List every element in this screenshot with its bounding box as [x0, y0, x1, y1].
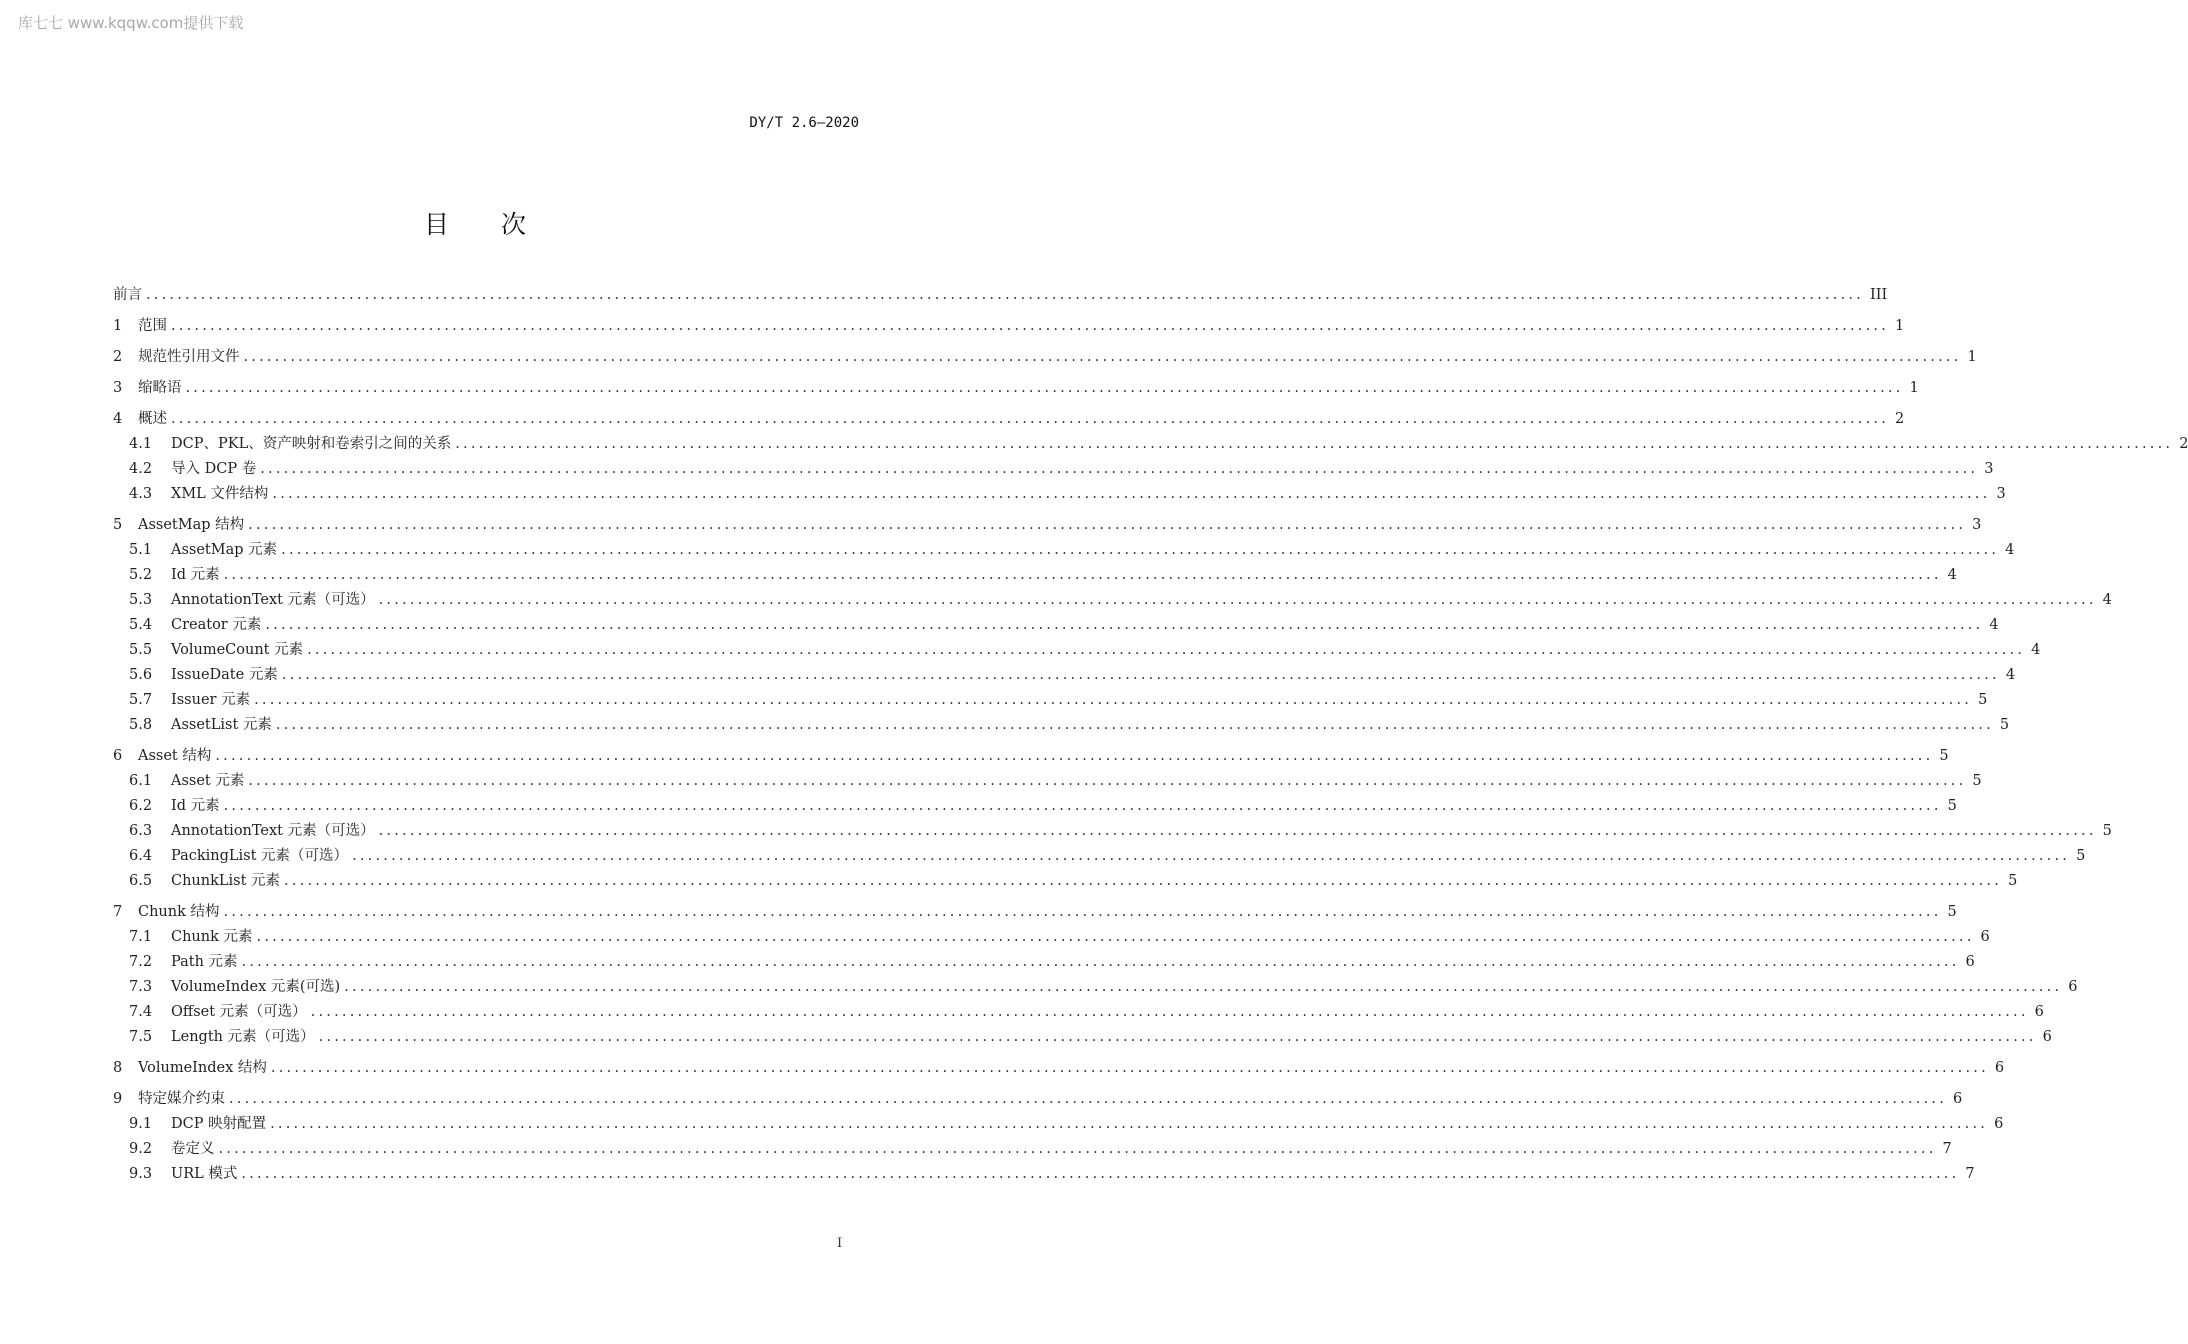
toc-entry-label: AssetMap 元素	[171, 542, 278, 558]
table-of-contents	[113, 283, 2188, 1187]
toc-entry-number: 5.1	[129, 542, 153, 558]
toc-entry-number: 4.1	[129, 436, 153, 452]
toc-entry-page: 4	[2005, 667, 2016, 683]
toc-entry[interactable]	[113, 283, 1888, 308]
toc-entry-number: 5.7	[129, 692, 153, 708]
toc-entry-number: 4.2	[129, 461, 153, 477]
toc-entry-label: Asset 结构	[138, 748, 212, 764]
toc-dot-leader: ............................................................................................................................................................................................................................	[243, 349, 1962, 365]
toc-entry-number: 7.5	[129, 1029, 153, 1045]
toc-dot-leader: ............................................................................................................................................................................................................................	[272, 486, 1991, 502]
page-number: I	[837, 1236, 843, 1251]
toc-entry-page: 7	[1965, 1166, 1975, 1182]
toc-entry[interactable]	[113, 1000, 2044, 1025]
toc-entry-label: URL 模式	[171, 1166, 238, 1182]
toc-entry[interactable]	[113, 1112, 2004, 1137]
toc-entry-number: 5	[113, 517, 123, 533]
toc-entry-number: 6	[113, 748, 123, 764]
toc-entry-number: 5.6	[129, 667, 153, 683]
toc-entry-page: 6	[2034, 1004, 2044, 1020]
toc-entry-page: 6	[1980, 929, 1990, 945]
toc-entry-number: 9.2	[129, 1141, 153, 1157]
toc-entry-page: 5	[2008, 873, 2018, 889]
toc-entry-number: 4.3	[129, 486, 153, 502]
toc-entry-page: 5	[1999, 717, 2010, 733]
toc-entry-number: 3	[113, 380, 123, 396]
toc-entry-page: 6	[1953, 1091, 1963, 1107]
toc-dot-leader: ............................................................................................................................................................................................................................	[171, 411, 1890, 427]
toc-entry-label: 特定媒介约束	[138, 1091, 225, 1107]
toc-dot-leader: ............................................................................................................................................................................................................................	[307, 642, 2026, 658]
toc-entry[interactable]	[113, 588, 2112, 613]
toc-entry-number: 7.1	[129, 929, 153, 945]
toc-dot-leader: ............................................................................................................................................................................................................................	[378, 592, 2097, 608]
toc-entry-number: 8	[113, 1060, 123, 1076]
toc-entry-number: 7	[113, 904, 123, 920]
toc-dot-leader: ............................................................................................................................................................................................................................	[378, 823, 2097, 839]
toc-entry-number: 9.3	[129, 1166, 153, 1182]
toc-entry-label: 规范性引用文件	[138, 349, 240, 365]
toc-entry-page: 5	[1972, 773, 1982, 789]
toc-entry-label: VolumeIndex 结构	[138, 1060, 267, 1076]
toc-entry[interactable]	[113, 794, 1957, 819]
toc-entry-number: 5.2	[129, 567, 153, 583]
toc-dot-leader: ............................................................................................................................................................................................................................	[146, 287, 1865, 303]
toc-entry-label: PackingList 元素（可选）	[171, 848, 349, 864]
toc-entry[interactable]	[113, 844, 2086, 869]
toc-entry-number: 4	[113, 411, 123, 427]
toc-entry[interactable]	[113, 713, 2010, 738]
toc-entry-number: 6.3	[129, 823, 153, 839]
toc-entry-label: Chunk 元素	[171, 929, 253, 945]
toc-entry-number: 7.4	[129, 1004, 153, 1020]
toc-entry-page: 6	[1994, 1060, 2005, 1076]
toc-entry-label: AssetMap 结构	[138, 517, 245, 533]
toc-entry-label: 卷定义	[171, 1141, 215, 1157]
toc-dot-leader: ............................................................................................................................................................................................................................	[270, 1116, 1989, 1132]
toc-entry-label: DCP 映射配置	[171, 1116, 267, 1132]
toc-entry-label: Length 元素（可选）	[171, 1029, 315, 1045]
toc-entry[interactable]	[113, 345, 1977, 370]
toc-entry-page: 3	[1996, 486, 2006, 502]
toc-dot-leader: ............................................................................................................................................................................................................................	[241, 1166, 1960, 1182]
toc-entry[interactable]	[113, 744, 1949, 769]
toc-entry-page: 4	[1947, 567, 1957, 583]
toc-entry-label: DCP、PKL、资产映射和卷索引之间的关系	[171, 436, 452, 452]
toc-entry-number: 6.1	[129, 773, 153, 789]
toc-entry[interactable]	[113, 314, 1905, 339]
toc-entry[interactable]	[113, 688, 1988, 713]
toc-entry-label: VolumeCount 元素	[171, 642, 304, 658]
toc-entry[interactable]	[113, 950, 1975, 975]
toc-entry-number: 5.3	[129, 592, 153, 608]
toc-dot-leader: ............................................................................................................................................................................................................................	[352, 848, 2071, 864]
toc-entry-label: AnnotationText 元素（可选）	[171, 823, 375, 839]
toc-entry-number: 5.5	[129, 642, 153, 658]
toc-entry[interactable]	[113, 563, 1957, 588]
toc-entry-page: 5	[1947, 904, 1957, 920]
toc-entry-label: AssetList 元素	[171, 717, 272, 733]
toc-entry[interactable]	[113, 925, 1990, 950]
toc-dot-leader: ............................................................................................................................................................................................................................	[229, 1091, 1948, 1107]
toc-entry[interactable]	[113, 1056, 2005, 1081]
toc-entry-page: 1	[1895, 318, 1905, 334]
toc-dot-leader: ............................................................................................................................................................................................................................	[455, 436, 2174, 452]
toc-entry-label: Asset 元素	[171, 773, 245, 789]
toc-entry-label: 导入 DCP 卷	[171, 461, 257, 477]
toc-entry-label: Offset 元素（可选）	[171, 1004, 307, 1020]
toc-dot-leader: ............................................................................................................................................................................................................................	[223, 567, 1942, 583]
toc-entry-page: 6	[2042, 1029, 2052, 1045]
toc-entry[interactable]	[113, 819, 2112, 844]
toc-entry[interactable]	[113, 457, 1994, 482]
toc-dot-leader: ............................................................................................................................................................................................................................	[260, 461, 1979, 477]
toc-entry-label: Chunk 结构	[138, 904, 220, 920]
toc-entry-page: 1	[1967, 349, 1977, 365]
toc-dot-leader: ............................................................................................................................................................................................................................	[310, 1004, 2029, 1020]
toc-dot-leader: ............................................................................................................................................................................................................................	[215, 748, 1934, 764]
toc-entry-page: 5	[2102, 823, 2112, 839]
toc-entry-page: 6	[2068, 979, 2078, 995]
toc-entry-number: 6.2	[129, 798, 153, 814]
toc-dot-leader: ............................................................................................................................................................................................................................	[241, 954, 1960, 970]
standard-number: DY/T 2.6—2020	[749, 115, 859, 131]
toc-dot-leader: ............................................................................................................................................................................................................................	[281, 542, 2000, 558]
toc-dot-leader: ............................................................................................................................................................................................................................	[171, 318, 1890, 334]
toc-entry-page: 2	[2179, 436, 2188, 452]
toc-dot-leader: ............................................................................................................................................................................................................................	[281, 667, 2000, 683]
toc-dot-leader: ............................................................................................................................................................................................................................	[284, 873, 2003, 889]
toc-entry-page: 5	[1939, 748, 1949, 764]
toc-entry-page: 4	[1989, 617, 1999, 633]
toc-entry[interactable]	[113, 513, 1982, 538]
toc-entry-page: 4	[2005, 542, 2015, 558]
toc-dot-leader: ............................................................................................................................................................................................................................	[344, 979, 2063, 995]
toc-entry-number: 6.5	[129, 873, 153, 889]
toc-entry[interactable]	[113, 869, 2018, 894]
toc-entry-label: Id 元素	[171, 798, 220, 814]
toc-entry-label: Issuer 元素	[171, 692, 251, 708]
toc-dot-leader: ............................................................................................................................................................................................................................	[254, 692, 1973, 708]
toc-entry[interactable]	[113, 1162, 1975, 1187]
toc-entry[interactable]	[113, 482, 2006, 507]
toc-entry-label: Path 元素	[171, 954, 238, 970]
toc-entry[interactable]	[113, 376, 1919, 401]
toc-entry-label: AnnotationText 元素（可选）	[171, 592, 375, 608]
toc-entry[interactable]	[113, 613, 1999, 638]
toc-entry-label: 概述	[138, 411, 167, 427]
toc-entry-page: III	[1870, 287, 1888, 303]
toc-entry[interactable]	[113, 538, 2015, 563]
toc-entry-page: 5	[2076, 848, 2086, 864]
toc-entry[interactable]	[113, 900, 1957, 925]
toc-entry-page: 1	[1909, 380, 1919, 396]
toc-entry-page: 6	[1994, 1116, 2004, 1132]
toc-entry-page: 2	[1895, 411, 1905, 427]
watermark-text: 库七七 www.kqqw.com提供下载	[18, 14, 244, 32]
toc-entry[interactable]	[113, 663, 2016, 688]
toc-dot-leader: ............................................................................................................................................................................................................................	[265, 617, 1984, 633]
toc-entry-number: 6.4	[129, 848, 153, 864]
toc-entry-label: 前言	[113, 287, 142, 303]
toc-entry-number: 1	[113, 318, 123, 334]
toc-dot-leader: ............................................................................................................................................................................................................................	[275, 717, 1994, 733]
toc-entry[interactable]	[113, 1137, 1952, 1162]
toc-entry-number: 9.1	[129, 1116, 153, 1132]
toc-entry-number: 5.8	[129, 717, 153, 733]
toc-entry[interactable]	[113, 975, 2078, 1000]
toc-dot-leader: ............................................................................................................................................................................................................................	[256, 929, 1975, 945]
page-title: 目 次	[424, 210, 548, 239]
toc-entry-page: 5	[1947, 798, 1957, 814]
toc-dot-leader: ............................................................................................................................................................................................................................	[218, 1141, 1937, 1157]
toc-entry-page: 5	[1978, 692, 1988, 708]
toc-entry-number: 2	[113, 349, 123, 365]
toc-entry[interactable]	[113, 769, 1982, 794]
toc-dot-leader: ............................................................................................................................................................................................................................	[248, 773, 1967, 789]
toc-entry-page: 4	[2031, 642, 2041, 658]
toc-entry-page: 6	[1965, 954, 1975, 970]
toc-entry-label: Creator 元素	[171, 617, 262, 633]
toc-entry-label: Id 元素	[171, 567, 220, 583]
toc-entry-page: 7	[1942, 1141, 1952, 1157]
toc-entry-label: ChunkList 元素	[171, 873, 281, 889]
toc-entry[interactable]	[113, 638, 2041, 663]
toc-entry-number: 5.4	[129, 617, 153, 633]
toc-entry[interactable]	[113, 407, 1905, 432]
toc-entry-number: 7.2	[129, 954, 153, 970]
toc-dot-leader: ............................................................................................................................................................................................................................	[223, 904, 1942, 920]
toc-entry-number: 9	[113, 1091, 123, 1107]
toc-entry-label: IssueDate 元素	[171, 667, 278, 683]
toc-entry[interactable]	[113, 1025, 2052, 1050]
toc-dot-leader: ............................................................................................................................................................................................................................	[248, 517, 1967, 533]
toc-entry-label: VolumeIndex 元素(可选)	[171, 979, 341, 995]
toc-entry-page: 3	[1972, 517, 1982, 533]
toc-dot-leader: ............................................................................................................................................................................................................................	[270, 1060, 1989, 1076]
toc-entry-page: 4	[2102, 592, 2112, 608]
toc-dot-leader: ............................................................................................................................................................................................................................	[223, 798, 1942, 814]
toc-entry[interactable]	[113, 1087, 1963, 1112]
toc-dot-leader: ............................................................................................................................................................................................................................	[318, 1029, 2037, 1045]
toc-entry-label: XML 文件结构	[171, 486, 269, 502]
toc-entry-label: 范围	[138, 318, 167, 334]
toc-entry-label: 缩略语	[138, 380, 182, 396]
toc-entry[interactable]	[113, 432, 2188, 457]
toc-entry-page: 3	[1984, 461, 1994, 477]
toc-dot-leader: ............................................................................................................................................................................................................................	[185, 380, 1904, 396]
toc-entry-number: 7.3	[129, 979, 153, 995]
